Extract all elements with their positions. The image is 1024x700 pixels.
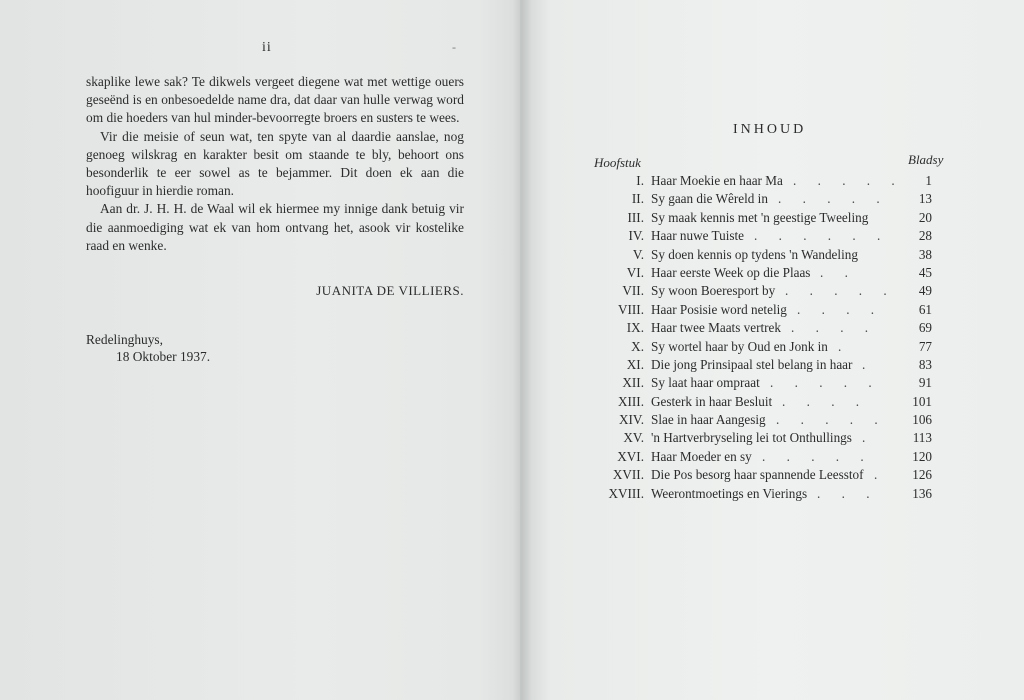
toc-entry — [580, 338, 940, 356]
book-gutter — [512, 0, 532, 700]
chapter-number: II. — [631, 191, 644, 207]
paragraph: Vir die meisie of seun wat, ten spyte van al daardie aanslae, nog genoeg wilskrag en karakter besit om staande te bly, behoort ons besonderlik te eer sowel as te bejammer. Dit doen ek aan die hoofiguur in hierdie roman. — [86, 128, 464, 199]
toc-entry — [580, 246, 940, 264]
leader-dots: . — [862, 356, 875, 372]
toc-entry — [580, 356, 940, 374]
chapter-number: I. — [636, 173, 644, 188]
toc-entry — [580, 374, 940, 392]
toc-entry — [580, 301, 940, 319]
page-number: ii — [262, 40, 272, 55]
toc-column-chapter: Hoofstuk — [594, 155, 641, 170]
chapter-page-number: 106 — [912, 412, 932, 428]
toc-entry — [580, 209, 940, 227]
chapter-number: IV. — [628, 228, 644, 244]
toc-column-page: Bladsy — [908, 152, 944, 167]
chapter-number: IX. — [626, 320, 644, 336]
chapter-title: Die jong Prinsipaal stel belang in haar — [651, 356, 853, 372]
chapter-page-number: 45 — [918, 264, 932, 280]
chapter-number: XI. — [626, 356, 644, 372]
chapter-title: Haar nuwe Tuiste — [651, 228, 745, 244]
chapter-number: XIV. — [618, 412, 644, 428]
toc-entry — [580, 393, 940, 411]
leader-dots: . . . . . — [762, 448, 873, 464]
leader-dots: . . . . — [791, 320, 878, 336]
chapter-page-number: 38 — [918, 246, 932, 262]
leader-dots: . . . . . — [776, 412, 887, 428]
leader-dots: . . . — [817, 485, 879, 501]
leader-dots: . . . . . — [770, 375, 881, 391]
chapter-title: Haar Moeder en sy — [651, 448, 752, 464]
paragraph: Aan dr. J. H. H. de Waal wil ek hiermee my innige dank betuig vir die aanmoediging wat ek van hom ontvang het, asook vir kostelike raad en wenke. — [86, 201, 464, 253]
leader-dots: . — [874, 467, 887, 483]
toc-entry — [580, 448, 940, 466]
chapter-title: Gesterk in haar Besluit — [651, 393, 773, 409]
chapter-title: Haar Moekie en haar Ma — [651, 173, 783, 188]
table-of-contents — [580, 172, 940, 503]
chapter-number: XVIII. — [608, 485, 644, 501]
toc-entry — [580, 319, 940, 337]
chapter-page-number: 69 — [918, 320, 932, 336]
chapter-title: Sy gaan die Wêreld in — [651, 191, 768, 207]
leader-dots: . . . . . — [785, 283, 896, 299]
date-line: 18 Oktober 1937. — [116, 349, 211, 364]
chapter-title: Haar twee Maats vertrek — [651, 320, 781, 336]
chapter-page-number: 113 — [912, 430, 932, 446]
chapter-page-number: 136 — [912, 485, 932, 501]
chapter-title: Sy doen kennis op tydens 'n Wandeling — [651, 246, 858, 262]
toc-entry — [580, 429, 940, 447]
chapter-title: Weerontmoetings en Vierings — [651, 485, 808, 501]
chapter-title: Haar Posisie word netelig — [651, 301, 787, 317]
chapter-number: V. — [632, 246, 644, 262]
chapter-page-number: 20 — [918, 209, 932, 225]
chapter-page-number: 91 — [918, 375, 932, 391]
toc-entry — [580, 466, 940, 484]
chapter-title: Sy wortel haar by Oud en Jonk in — [651, 338, 828, 354]
toc-entry — [580, 282, 940, 300]
chapter-page-number: 13 — [918, 191, 932, 207]
chapter-title: Sy woon Boeresport by — [651, 283, 776, 299]
toc-entry — [580, 190, 940, 208]
chapter-page-number: 126 — [912, 467, 932, 483]
chapter-number: XII. — [622, 375, 644, 391]
margin-mark: - — [452, 40, 456, 54]
leader-dots: . — [862, 430, 875, 446]
leader-dots: . . . . . . — [754, 228, 890, 244]
chapter-page-number: 120 — [912, 448, 932, 464]
chapter-title: Haar eerste Week op die Plaas — [651, 264, 811, 280]
leader-dots: . — [838, 338, 851, 354]
toc-entry — [580, 411, 940, 429]
chapter-title: Sy maak kennis met 'n geestige Tweeling — [651, 209, 869, 225]
leader-dots: . . . . — [797, 301, 884, 317]
leader-dots: . . . . . — [793, 173, 904, 188]
leader-dots: . . — [820, 264, 857, 280]
chapter-number: XIII. — [618, 393, 644, 409]
author-signature: JUANITA DE VILLIERS. — [316, 283, 464, 298]
toc-entry — [580, 227, 940, 245]
leader-dots: . . . . — [782, 393, 869, 409]
toc-heading: INHOUD — [733, 122, 807, 137]
toc-entry — [580, 264, 940, 282]
chapter-number: III. — [627, 209, 644, 225]
preface-text — [86, 73, 464, 255]
leader-dots: . . . . . — [778, 191, 889, 207]
chapter-page-number: 61 — [918, 301, 932, 317]
chapter-title: Slae in haar Aangesig — [651, 412, 766, 428]
chapter-title: Die Pos besorg haar spannende Leesstof — [651, 467, 864, 483]
paragraph: skaplike lewe sak? Te dikwels vergeet diegene wat met wettige ouers geseënd is en onbesoedelde name dra, dat daar van hulle verwag word om die hoeders van hul minder-bevoorregte broers en susters te wees. — [86, 74, 464, 126]
chapter-title: 'n Hartverbryseling lei tot Onthullings — [651, 430, 852, 446]
chapter-page-number: 1 — [925, 173, 932, 188]
chapter-page-number: 83 — [918, 356, 932, 372]
chapter-page-number: 101 — [912, 393, 932, 409]
chapter-number: VII. — [622, 283, 644, 299]
chapter-number: X. — [631, 338, 644, 354]
chapter-page-number: 49 — [918, 283, 932, 299]
chapter-number: XV. — [623, 430, 644, 446]
toc-entry — [580, 485, 940, 503]
toc-entry — [580, 172, 940, 190]
chapter-number: VI. — [626, 264, 644, 280]
chapter-page-number: 28 — [918, 228, 932, 244]
chapter-number: XVII. — [612, 467, 644, 483]
chapter-title: Sy laat haar ompraat — [651, 375, 760, 391]
chapter-page-number: 77 — [918, 338, 932, 354]
chapter-number: VIII. — [618, 301, 644, 317]
place-line: Redelinghuys, — [86, 332, 163, 347]
chapter-number: XVI. — [617, 448, 644, 464]
